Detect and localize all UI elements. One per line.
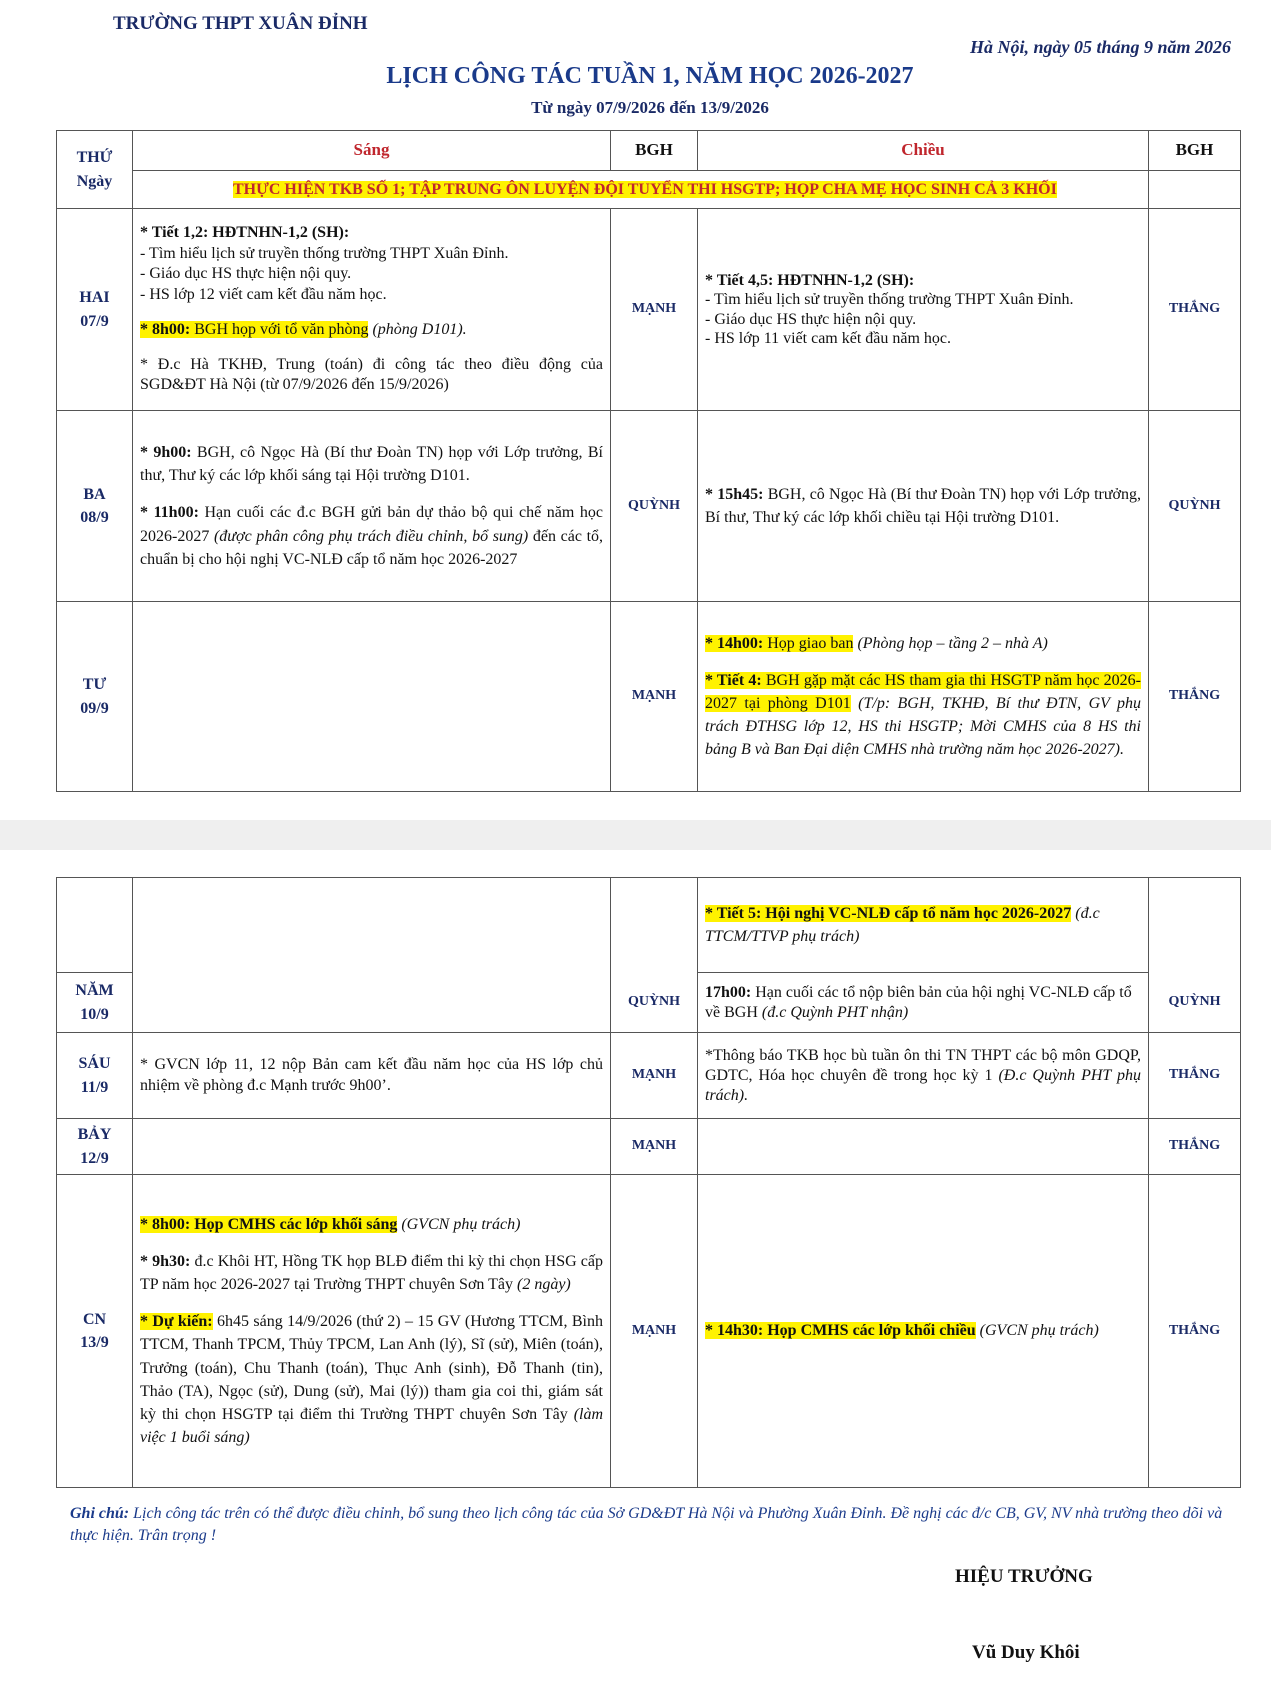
bgh-afternoon: QUỲNH — [1149, 973, 1241, 1033]
row-monday — [57, 209, 1241, 411]
footnote: Ghi chú: Lịch công tác trên có thể được điều chỉnh, bổ sung theo lịch công tác của Sở GD&ĐT Hà Nội và Phường Xuân Đỉnh. Đề nghị các đ/c CB, GV, NV nhà trường theo dõi và thực hiện. Trân trọng ! — [70, 1505, 1223, 1544]
row-saturday — [57, 1119, 1241, 1175]
afternoon-cell: *Thông báo TKB học bù tuần ôn thi TN THPT các bộ môn GDQP, GDTC, Hóa học chuyên đề trong học kỳ 1 (Đ.c Quỳnh PHT phụ trách). — [698, 1033, 1149, 1119]
morning-cell — [133, 1119, 611, 1175]
day-cell: HAI 07/9 — [57, 209, 133, 411]
afternoon-cell — [698, 1119, 1149, 1175]
row-friday — [57, 1033, 1241, 1119]
bgh-morning: QUỲNH — [611, 411, 698, 602]
row-tuesday — [57, 411, 1241, 602]
bgh-afternoon-header: BGH — [1149, 131, 1241, 171]
afternoon-cell: * 14h30: Họp CMHS các lớp khối chiều (GVCN phụ trách) — [698, 1175, 1149, 1488]
schedule-table-part1 — [56, 130, 1241, 792]
afternoon-cell: * Tiết 4,5: HĐTNHN-1,2 (SH): - Tìm hiểu lịch sử truyền thống trường THPT Xuân Đỉnh. - Giáo dục HS thực hiện nội quy. - HS lớp 11 viết cam kết đầu năm học. — [698, 209, 1149, 411]
day-column-header: THỨ Ngày — [57, 131, 133, 209]
day-cell: BẢY 12/9 — [57, 1119, 133, 1175]
banner-row — [57, 171, 1241, 209]
afternoon-cell: * 14h00: Họp giao ban (Phòng họp – tầng 2 – nhà A) * Tiết 4: BGH gặp mặt các HS tham gia thi HSGTP năm học 2026-2027 tại phòng D101 (T/p: BGH, TKHĐ, Bí thư ĐTN, GV phụ trách ĐTHSG lớp 12, HS thi HSGTP; Mời CMHS của 8 HS thi bảng B và Ban Đại diện CMHS nhà trường năm học 2026-2027). — [698, 602, 1149, 792]
header-row — [57, 131, 1241, 171]
page-subtitle: Từ ngày 07/9/2026 đến 13/9/2026 — [531, 98, 769, 117]
morning-header: Sáng — [133, 131, 611, 171]
signature-name: Vũ Duy Khôi — [972, 1642, 1080, 1663]
bgh-afternoon: THẮNG — [1149, 1119, 1241, 1175]
bgh-afternoon: THẮNG — [1149, 602, 1241, 792]
afternoon-cell: * 15h45: BGH, cô Ngọc Hà (Bí thư Đoàn TN) họp với Lớp trưởng, Bí thư, Thư ký các lớp khối chiều tại Hội trường D101. — [698, 411, 1149, 602]
afternoon-cell: * Tiết 5: Hội nghị VC-NLĐ cấp tổ năm học 2026-2027 (đ.c TTCM/TTVP phụ trách) — [698, 878, 1149, 973]
dateline: Hà Nội, ngày 05 tháng 9 năm 2026 — [969, 37, 1231, 57]
bgh-morning: MẠNH — [611, 602, 698, 792]
bgh-morning: MẠNH — [611, 1175, 698, 1488]
weekly-banner: THỰC HIỆN TKB SỐ 1; TẬP TRUNG ÔN LUYỆN ĐỘI TUYỂN THI HSGTP; HỌP CHA MẸ HỌC SINH CẢ 3 KHỐI — [133, 171, 1149, 209]
morning-cell: * GVCN lớp 11, 12 nộp Bản cam kết đầu năm học của HS lớp chủ nhiệm về phòng đ.c Mạnh trước 9h00’. — [133, 1033, 611, 1119]
day-cell: BA 08/9 — [57, 411, 133, 602]
bgh-afternoon: THẮNG — [1149, 1033, 1241, 1119]
school-name: TRƯỜNG THPT XUÂN ĐỈNH — [113, 13, 368, 34]
page-break — [0, 820, 1271, 850]
row-sunday — [57, 1175, 1241, 1488]
day-cell: SÁU 11/9 — [57, 1033, 133, 1119]
bgh-afternoon: THẮNG — [1149, 209, 1241, 411]
bgh-morning: MẠNH — [611, 1119, 698, 1175]
morning-cell: * 8h00: Họp CMHS các lớp khối sáng (GVCN phụ trách) * 9h30: đ.c Khôi HT, Hồng TK họp BLĐ điểm thi kỳ thi chọn HSG cấp TP năm học 2026-2027 tại Trường THPT chuyên Sơn Tây (2 ngày) * Dự kiến: 6h45 sáng 14/9/2026 (thứ 2) – 15 GV (Hương TTCM, Bình TTCM, Thanh TPCM, Thủy TPCM, Lan Anh (lý), Sĩ (sử), Miên (toán), Trưởng (toán), Chu Thanh (toán), Thục Anh (sinh), Đỗ Thanh (tin), Thảo (TA), Ngọc (sử), Dung (sử), Mai (lý)) tham gia coi thi, giám sát kỳ thi chọn HSGTP tại điểm thi Trường THPT chuyên Sơn Tây (làm việc 1 buổi sáng) — [133, 1175, 611, 1488]
morning-cell — [133, 602, 611, 792]
bgh-afternoon: QUỲNH — [1149, 411, 1241, 602]
bgh-morning-header: BGH — [611, 131, 698, 171]
bgh-morning: QUỲNH — [611, 973, 698, 1033]
row-thursday — [57, 973, 1241, 1033]
afternoon-header: Chiều — [698, 131, 1149, 171]
day-cell: NĂM 10/9 — [57, 973, 133, 1033]
row-wednesday — [57, 602, 1241, 792]
schedule-table-part2 — [56, 877, 1241, 1488]
day-cell: CN 13/9 — [57, 1175, 133, 1488]
bgh-afternoon: THẮNG — [1149, 1175, 1241, 1488]
afternoon-cell: 17h00: Hạn cuối các tổ nộp biên bản của hội nghị VC-NLĐ cấp tổ về BGH (đ.c Quỳnh PHT nhận) — [698, 973, 1149, 1033]
row-thursday-a — [57, 878, 1241, 973]
page-title: LỊCH CÔNG TÁC TUẦN 1, NĂM HỌC 2026-2027 — [386, 63, 914, 89]
morning-cell: * 9h00: BGH, cô Ngọc Hà (Bí thư Đoàn TN) họp với Lớp trưởng, Bí thư, Thư ký các lớp khối sáng tại Hội trường D101. * 11h00: Hạn cuối các đ.c BGH gửi bản dự thảo bộ qui chế năm học 2026-2027 (được phân công phụ trách điều chỉnh, bổ sung) đến các tổ, chuẩn bị cho hội nghị VC-NLĐ cấp tổ năm học 2026-2027 — [133, 411, 611, 602]
morning-cell: * Tiết 1,2: HĐTNHN-1,2 (SH): - Tìm hiểu lịch sử truyền thống trường THPT Xuân Đỉnh. - Giáo dục HS thực hiện nội quy. - HS lớp 12 viết cam kết đầu năm học. * 8h00: BGH họp với tổ văn phòng (phòng D101). * Đ.c Hà TKHĐ, Trung (toán) đi công tác theo điều động của SGD&ĐT Hà Nội (từ 07/9/2026 đến 15/9/2026) — [133, 209, 611, 411]
signature-title: HIỆU TRƯỞNG — [955, 1566, 1093, 1587]
morning-cell — [133, 973, 611, 1033]
bgh-morning: MẠNH — [611, 209, 698, 411]
day-cell: TƯ 09/9 — [57, 602, 133, 792]
bgh-morning: MẠNH — [611, 1033, 698, 1119]
